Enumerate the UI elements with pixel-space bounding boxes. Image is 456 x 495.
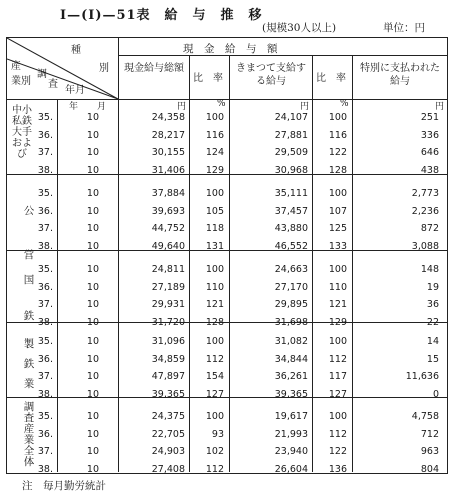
cell-month: 10: [86, 428, 99, 440]
cell-special-pay: 872: [420, 223, 439, 234]
cell-ratio-regular: 133: [328, 240, 347, 252]
group-label-all-industry: 調査産業全体: [23, 401, 35, 468]
unit-yen-total: 円: [177, 102, 187, 112]
cell-special-pay: 11,636: [405, 371, 439, 382]
cell-month: 10: [86, 264, 99, 275]
cell-month: 10: [86, 223, 99, 234]
cell-ratio-total: 128: [205, 316, 224, 328]
cell-ratio-total: 112: [205, 353, 224, 365]
cell-regular-pay: 19,617: [274, 411, 308, 422]
cell-month: 10: [86, 316, 99, 328]
wage-table: [6, 37, 448, 474]
cell-special-pay: 963: [420, 446, 439, 457]
header-col-ratio2: 比 率: [316, 73, 346, 84]
cell-total-pay: 24,375: [151, 411, 185, 422]
cell-total-pay: 29,931: [151, 299, 185, 310]
cell-total-pay: 24,358: [151, 112, 185, 123]
cell-month: 10: [86, 446, 99, 457]
cell-year: 37.: [37, 147, 53, 158]
cell-regular-pay: 37,457: [274, 205, 308, 217]
cell-regular-pay: 30,968: [274, 164, 308, 176]
cell-month: 10: [86, 240, 99, 252]
group-label-jnr: 国鉄: [23, 274, 35, 322]
cell-special-pay: 804: [420, 463, 439, 475]
cell-ratio-total: 118: [205, 223, 224, 234]
header-nengetsu: 年月: [65, 85, 85, 96]
cell-total-pay: 39,365: [151, 388, 185, 400]
cell-special-pay: 438: [420, 164, 439, 176]
cell-regular-pay: 24,107: [274, 112, 308, 123]
cell-ratio-total: 105: [205, 205, 224, 217]
cell-special-pay: 646: [420, 147, 439, 158]
cell-ratio-regular: 100: [328, 188, 347, 199]
cell-year: 35.: [37, 411, 53, 422]
cell-special-pay: 19: [426, 281, 439, 293]
cell-regular-pay: 27,170: [274, 281, 308, 293]
cell-ratio-total: 100: [205, 336, 224, 347]
cell-regular-pay: 27,881: [274, 129, 308, 141]
header-shu: 種: [71, 45, 81, 56]
cell-special-pay: 4,758: [411, 411, 439, 422]
cell-ratio-regular: 100: [328, 264, 347, 275]
unit-yen-special: 円: [435, 102, 445, 112]
cell-month: 10: [86, 463, 99, 475]
cell-total-pay: 27,189: [151, 281, 185, 293]
cell-regular-pay: 24,663: [274, 264, 308, 275]
cell-month: 10: [86, 164, 99, 176]
cell-ratio-total: 100: [205, 411, 224, 422]
cell-year: 35.: [37, 188, 53, 199]
cell-regular-pay: 29,509: [274, 147, 308, 158]
cell-total-pay: 49,640: [151, 240, 185, 252]
cell-special-pay: 0: [432, 388, 439, 400]
cell-year: 38.: [37, 463, 53, 475]
header-col-special: 特別に支払われた給与: [360, 63, 440, 87]
cell-regular-pay: 46,552: [274, 240, 308, 252]
cell-total-pay: 31,406: [151, 164, 185, 176]
cell-total-pay: 24,811: [151, 264, 185, 275]
group-label-steel: 製鉄業: [23, 338, 35, 390]
page-title: Ⅰ—(Ⅰ)—51表 給 与 推 移: [60, 8, 263, 23]
cell-year: 37.: [37, 371, 53, 382]
cell-ratio-total: 124: [205, 147, 224, 158]
cell-year: 36.: [37, 353, 53, 365]
cell-special-pay: 251: [420, 112, 439, 123]
header-sangyo: 産: [11, 61, 21, 72]
cell-year: 35.: [37, 112, 53, 123]
cell-regular-pay: 43,880: [274, 223, 308, 234]
cell-ratio-regular: 100: [328, 336, 347, 347]
cell-regular-pay: 31,698: [274, 316, 308, 328]
footnote: 注 毎月勤労統計: [22, 480, 106, 492]
cell-ratio-total: 100: [205, 264, 224, 275]
cell-total-pay: 27,408: [151, 463, 185, 475]
header-divider: [118, 55, 448, 56]
cell-regular-pay: 35,111: [274, 188, 308, 199]
group-label-private-rail: 中小私鉄大手および: [12, 105, 32, 160]
cell-ratio-regular: 117: [328, 371, 347, 382]
cell-ratio-regular: 136: [328, 463, 347, 475]
cell-regular-pay: 21,993: [274, 428, 308, 440]
cell-total-pay: 44,752: [151, 223, 185, 234]
header-betsu: 別: [99, 63, 109, 74]
cell-ratio-regular: 116: [328, 129, 347, 141]
cell-year: 37.: [37, 299, 53, 310]
cell-ratio-regular: 100: [328, 112, 347, 123]
cell-month: 10: [86, 353, 99, 365]
unit-nen: 年: [69, 102, 79, 112]
cell-ratio-total: 93: [211, 428, 224, 440]
unit-label: 単位：円: [383, 22, 425, 34]
cell-special-pay: 712: [420, 428, 439, 440]
cell-ratio-regular: 110: [328, 281, 347, 293]
cell-ratio-regular: 122: [328, 446, 347, 457]
unit-yen-regular: 円: [300, 102, 310, 112]
cell-ratio-total: 110: [205, 281, 224, 293]
cell-month: 10: [86, 388, 99, 400]
cell-month: 10: [86, 411, 99, 422]
cell-ratio-total: 127: [205, 388, 224, 400]
scale-note: (規模30人以上): [262, 22, 337, 34]
cell-ratio-regular: 128: [328, 164, 347, 176]
cell-regular-pay: 31,082: [274, 336, 308, 347]
cell-total-pay: 47,897: [151, 371, 185, 382]
cell-regular-pay: 29,895: [274, 299, 308, 310]
header-chosa: 調: [37, 69, 47, 80]
cell-special-pay: 14: [426, 336, 439, 347]
cell-year: 36.: [37, 205, 53, 217]
cell-ratio-regular: 112: [328, 353, 347, 365]
cell-ratio-regular: 122: [328, 147, 347, 158]
cell-total-pay: 37,884: [151, 188, 185, 199]
cell-total-pay: 22,705: [151, 428, 185, 440]
cell-regular-pay: 26,604: [274, 463, 308, 475]
cell-month: 10: [86, 371, 99, 382]
cell-total-pay: 34,859: [151, 353, 185, 365]
cell-year: 38.: [37, 164, 53, 176]
group-label-public: 公営: [23, 205, 35, 261]
cell-ratio-total: 121: [205, 299, 224, 310]
header-cash-group: 現 金 給 与 額: [183, 43, 278, 55]
cell-year: 36.: [37, 281, 53, 293]
cell-ratio-regular: 100: [328, 411, 347, 422]
unit-gatsu: 月: [97, 102, 107, 112]
cell-month: 10: [86, 147, 99, 158]
cell-year: 38.: [37, 240, 53, 252]
cell-ratio-total: 116: [205, 129, 224, 141]
header-col-ratio1: 比 率: [193, 73, 223, 84]
cell-year: 38.: [37, 316, 53, 328]
cell-regular-pay: 23,940: [274, 446, 308, 457]
header-sa: 査: [48, 79, 58, 90]
cell-total-pay: 24,903: [151, 446, 185, 457]
cell-ratio-total: 102: [205, 446, 224, 457]
cell-month: 10: [86, 112, 99, 123]
cell-year: 37.: [37, 223, 53, 234]
cell-year: 38.: [37, 388, 53, 400]
cell-special-pay: 336: [420, 129, 439, 141]
header-gyobetsu: 業別: [11, 76, 31, 87]
cell-ratio-regular: 125: [328, 223, 347, 234]
unit-pct-ratio2: %: [340, 99, 349, 109]
cell-special-pay: 22: [426, 316, 439, 328]
cell-regular-pay: 34,844: [274, 353, 308, 365]
cell-month: 10: [86, 299, 99, 310]
cell-special-pay: 2,236: [411, 205, 439, 217]
cell-month: 10: [86, 281, 99, 293]
cell-ratio-regular: 107: [328, 205, 347, 217]
cell-ratio-total: 100: [205, 188, 224, 199]
col-divider-main: [118, 38, 119, 472]
header-col-regular: きまつて支給する給与: [236, 63, 306, 87]
cell-ratio-total: 100: [205, 112, 224, 123]
cell-ratio-regular: 121: [328, 299, 347, 310]
cell-ratio-total: 129: [205, 164, 224, 176]
cell-regular-pay: 36,261: [274, 371, 308, 382]
cell-ratio-total: 131: [205, 240, 224, 252]
cell-total-pay: 39,693: [151, 205, 185, 217]
cell-month: 10: [86, 336, 99, 347]
cell-year: 37.: [37, 446, 53, 457]
cell-special-pay: 148: [420, 264, 439, 275]
cell-year: 35.: [37, 336, 53, 347]
cell-ratio-regular: 127: [328, 388, 347, 400]
cell-year: 36.: [37, 428, 53, 440]
cell-special-pay: 15: [426, 353, 439, 365]
cell-total-pay: 28,217: [151, 129, 185, 141]
cell-special-pay: 36: [426, 299, 439, 310]
cell-month: 10: [86, 129, 99, 141]
cell-total-pay: 31,096: [151, 336, 185, 347]
cell-ratio-total: 112: [205, 463, 224, 475]
cell-ratio-regular: 129: [328, 316, 347, 328]
cell-special-pay: 3,088: [411, 240, 439, 252]
cell-ratio-regular: 112: [328, 428, 347, 440]
cell-ratio-total: 154: [205, 371, 224, 382]
cell-month: 10: [86, 188, 99, 199]
cell-regular-pay: 39,365: [274, 388, 308, 400]
col-divider-year: [57, 99, 58, 472]
cell-month: 10: [86, 205, 99, 217]
cell-total-pay: 30,155: [151, 147, 185, 158]
cell-total-pay: 31,720: [151, 316, 185, 328]
header-col-total: 現金給与総額: [124, 63, 184, 74]
cell-special-pay: 2,773: [411, 188, 439, 199]
cell-year: 35.: [37, 264, 53, 275]
cell-year: 36.: [37, 129, 53, 141]
unit-pct-ratio1: %: [217, 99, 226, 109]
